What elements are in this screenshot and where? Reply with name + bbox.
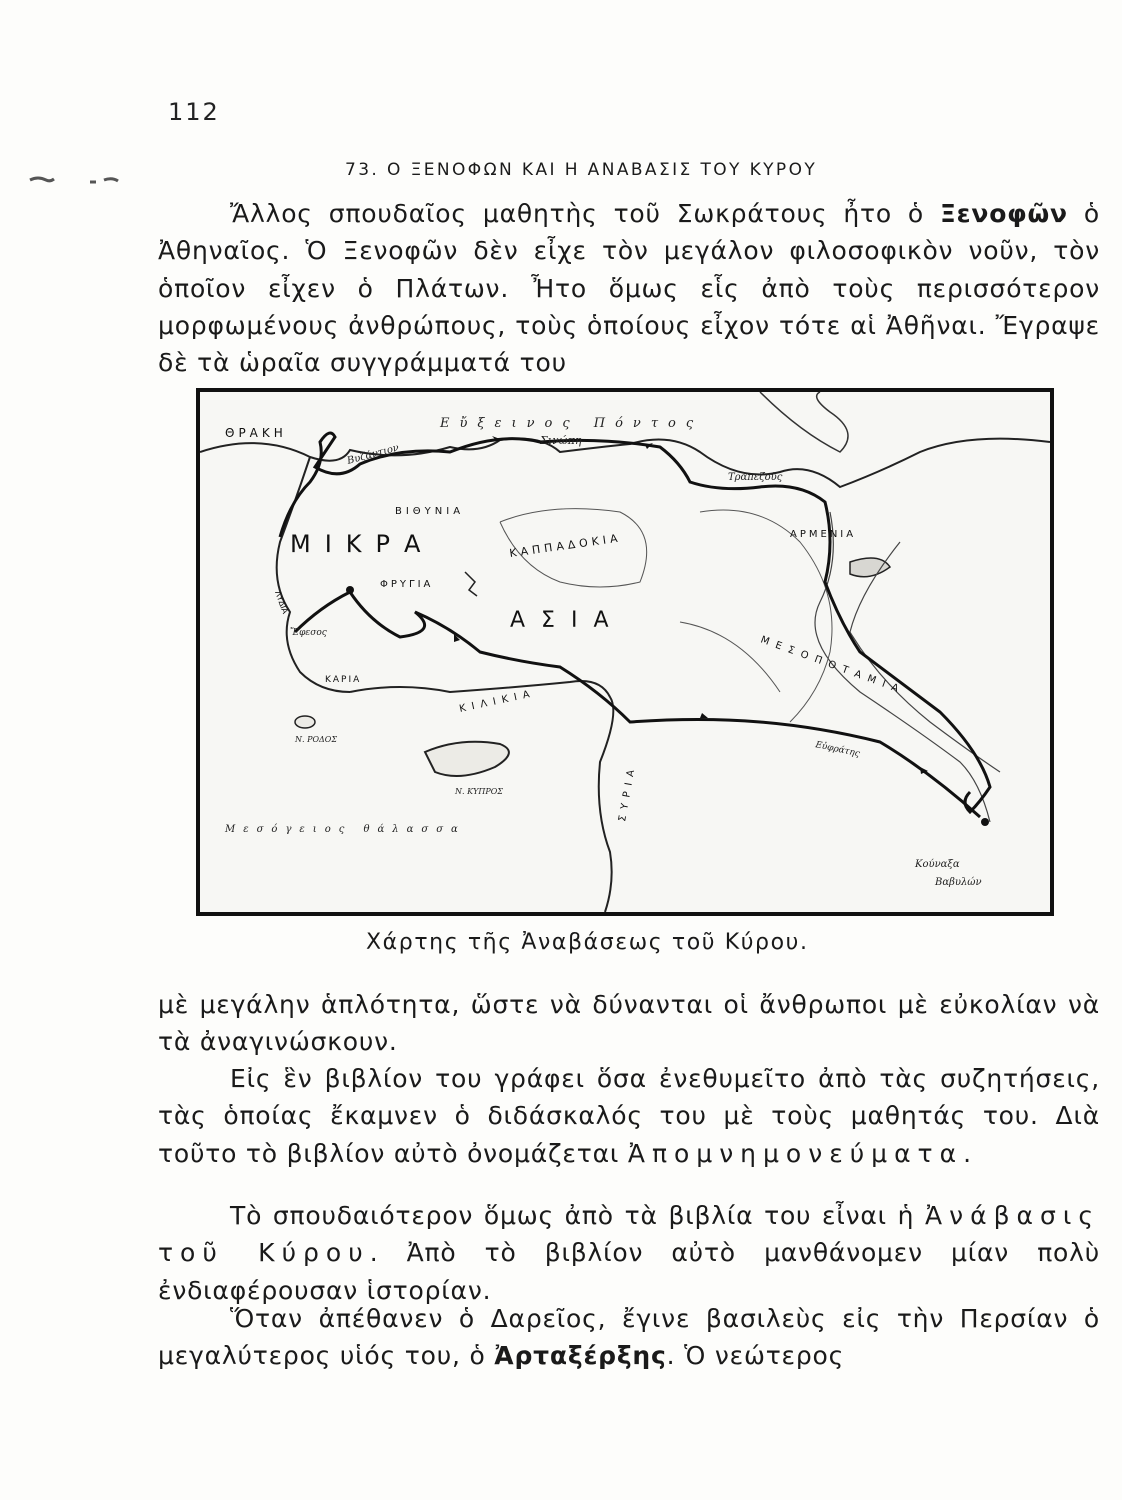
label-euxine: Εὔξεινος Πόντος xyxy=(440,416,704,431)
label-sinope: Σινώπη xyxy=(540,434,582,447)
southern-coast xyxy=(350,681,613,912)
label-thrace: ΘΡΑΚΗ xyxy=(225,426,287,440)
anabasis-title: Ἀνάβασις τοῦ Κύρου xyxy=(158,1201,1100,1268)
page-number: 112 xyxy=(168,98,220,126)
paragraph-2: μὲ μεγάλην ἁπλότητα, ὥστε νὰ δύνανται οἱ ἄνθρωποι μὲ εὐκολίαν νὰ τὰ ἀναγινώσκουν. xyxy=(158,990,1100,1057)
label-trapezus: Τραπεζοῦς xyxy=(728,472,783,483)
rhodes-island xyxy=(295,716,315,728)
kounaxa-marker xyxy=(981,818,989,826)
anabasis-route xyxy=(280,433,990,812)
label-mesopotamia: ΜΕΣΟΠΟΤΑΜΙΑ xyxy=(758,634,907,698)
map-drawing xyxy=(200,392,1050,912)
aegean-coast xyxy=(277,457,350,692)
label-cyprus: Ν. ΚΥΠΡΟΣ xyxy=(455,787,503,796)
label-cilicia: ΚΙΛΙΚΙΑ xyxy=(458,688,537,715)
label-kounaxa: Κούναξα xyxy=(915,859,960,870)
label-bithynia: ΒΙΘΥΝΙΑ xyxy=(395,506,465,517)
label-mikra: ΜΙΚΡΑ xyxy=(290,530,435,558)
label-syria: ΣΥΡΙΑ xyxy=(617,763,639,823)
paragraph-5: Ὅταν ἀπέθανεν ὁ Δαρεῖος, ἔγινε βασιλεὺς εἰς τὴν Περσίαν ὁ μεγαλύτερος υἱός του, ὁ Ἀρταξέρξης. Ὁ νεώτερος xyxy=(158,1304,1100,1371)
apomnemoneumata-title: Ἀπομνημονεύματα xyxy=(627,1138,964,1168)
label-babylon: Βαβυλών xyxy=(935,877,982,888)
label-cappadocia: ΚΑΠΠΑΔΟΚΙΑ xyxy=(508,531,623,560)
artaxerxes-name: Ἀρταξέρξης xyxy=(494,1341,667,1371)
sardis-marker xyxy=(346,586,354,594)
label-mediterranean: Μεσόγειος θάλασσα xyxy=(225,824,466,835)
label-armenia: ΑΡΜΕΝΙΑ xyxy=(790,529,857,540)
label-euphrates: Εὐφράτης xyxy=(814,740,861,760)
xenophon-name: Ξενοφῶν xyxy=(940,199,1068,228)
map-caption: Χάρτης τῆς Ἀναβάσεως τοῦ Κύρου. xyxy=(366,930,809,955)
label-asia: ΑΣΙΑ xyxy=(510,608,625,633)
intro-paragraph: Ἄλλος σπουδαῖος μαθητὴς τοῦ Σωκράτους ἦτο ὁ Ξενοφῶν ὁ Ἀθηναῖος. Ὁ Ξενοφῶν δὲν εἶχε τὸν μεγάλον φιλοσοφικὸν νοῦν, τὸν ὁποῖον εἶχεν ὁ Πλάτων. Ἦτο ὅμως εἷς ἀπὸ τοὺς περισσότερον μορφωμένους ἀνθρώπους, τοὺς ὁποίους εἶχον τότε αἱ Ἀθῆναι. Ἔγραψε δὲ τὰ ὡραῖα συγγράμματά του xyxy=(158,199,1101,378)
paragraph-4: Τὸ σπουδαιότερον ὅμως ἀπὸ τὰ βιβλία του εἶναι ἡ Ἀνάβασις τοῦ Κύρου. Ἀπὸ τὸ βιβλίον αὐτὸ μανθάνομεν μίαν πολὺ ἐνδιαφέρουσαν ἱστορίαν. xyxy=(158,1201,1100,1305)
label-byzantium: Βυζάντιον xyxy=(345,442,401,467)
chapter-title: 73. Ο ΞΕΝΟΦΩΝ ΚΑΙ Η ΑΝΑΒΑΣΙΣ ΤΟΥ ΚΥΡΟΥ xyxy=(345,160,818,180)
label-caria: ΚΑΡΙΑ xyxy=(325,675,362,685)
paragraph-3: Εἰς ἓν βιβλίον του γράφει ὅσα ἐνεθυμεῖτο ἀπὸ τὰς συζητήσεις, τὰς ὁποίας ἔκαμνεν ὁ διδάσκαλός του μὲ τοὺς μαθητάς του. Διὰ τοῦτο τὸ βιβλίον αὐτὸ ὀνομάζεται Ἀπομνημονεύματα. xyxy=(158,1064,1100,1168)
label-ephesus: Ἔφεσος xyxy=(290,628,327,638)
label-lydia: ΛΥΔΙΑ xyxy=(273,589,290,615)
cyprus-island xyxy=(425,742,509,776)
label-phrygia: ΦΡΥΓΙΑ xyxy=(380,579,434,590)
label-rhodes: Ν. ΡΟΔΟΣ xyxy=(295,735,338,744)
margin-ink-marks xyxy=(20,170,150,190)
anabasis-route-inland xyxy=(295,592,980,817)
anabasis-map xyxy=(196,388,1054,916)
